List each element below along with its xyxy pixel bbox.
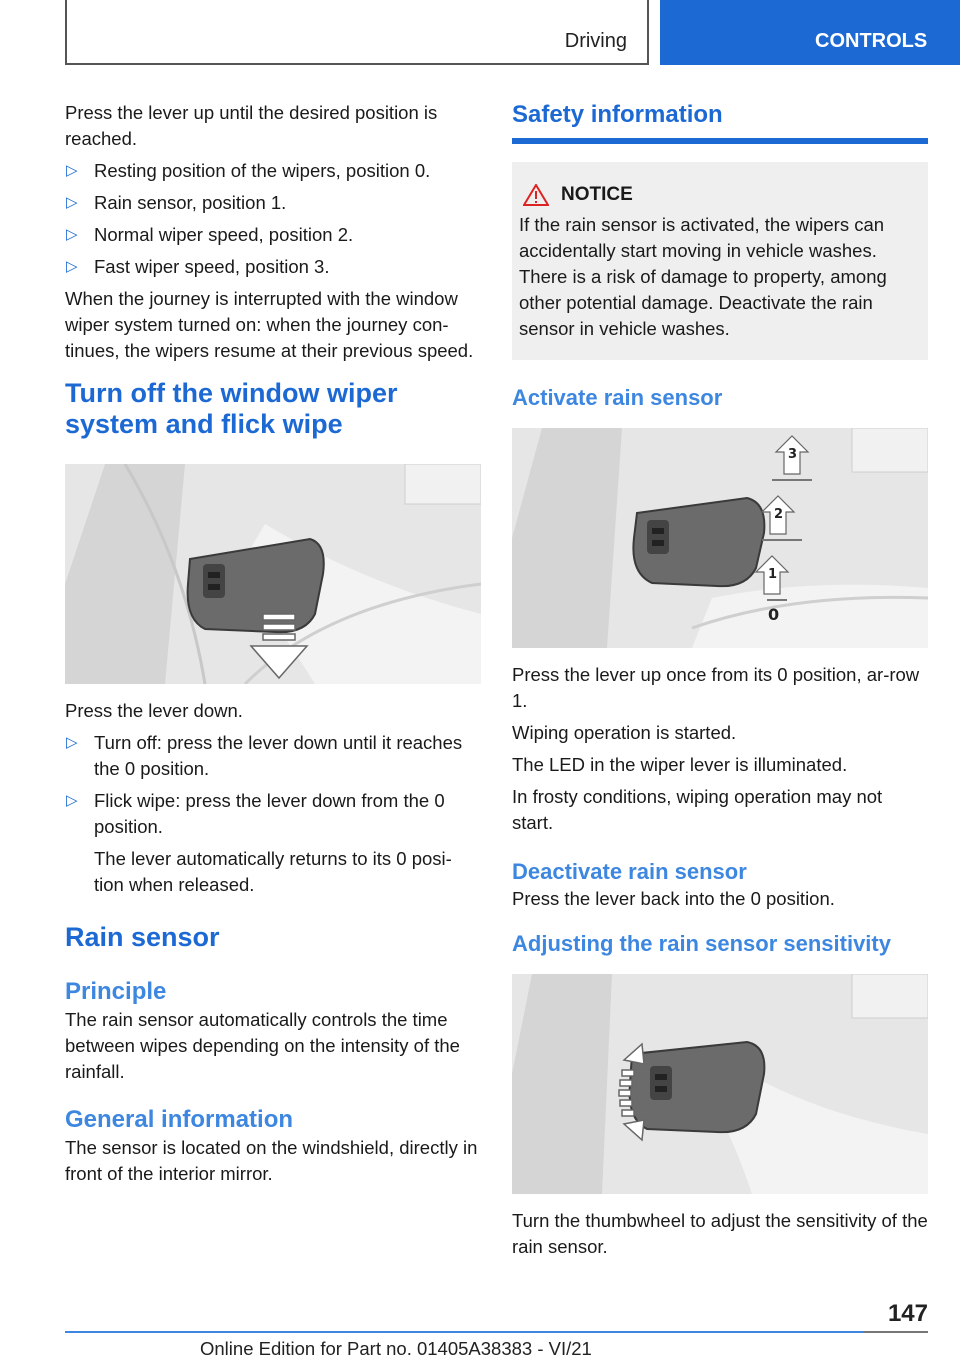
edition-text: Online Edition for Part no. 01405A38383 - VI/21 <box>200 1338 592 1359</box>
notice-text: If the rain sensor is activated, the wipers can accidentally start moving in vehicle washes. There is a risk of damage to property, among other potential damage. Deactivate the rain sensor in vehicle washes. <box>519 214 887 339</box>
deactivate-text: Press the lever back into the 0 position. <box>512 888 835 909</box>
chapter-tab <box>660 0 960 65</box>
safety-heading: Safety information <box>512 98 928 144</box>
triangle-bullet-icon: ▷ <box>66 194 78 211</box>
turn-off-illustration <box>65 464 481 684</box>
press-down-text: Press the lever down. <box>65 700 243 721</box>
page-number: 147 <box>887 1300 928 1327</box>
right-column <box>512 100 928 1266</box>
page-header <box>0 0 960 66</box>
triangle-bullet-icon: ▷ <box>66 162 78 179</box>
list-item: ▷ Flick wipe: press the lever down from the 0 position. <box>66 790 445 837</box>
journey-text: When the journey is interrupted with the window wiper system turned on: when the journey con-tinues, the wipers resume at their previous speed. <box>65 288 474 361</box>
arrow-label-3: 3 <box>788 447 798 462</box>
adjust-text: Turn the thumbwheel to adjust the sensitivity of the rain sensor. <box>512 1210 928 1257</box>
arrow-label-1: 1 <box>768 567 778 582</box>
activate-text-2: Wiping operation is started. <box>512 722 737 743</box>
activate-text-1: Press the lever up once from its 0 position, ar-row 1. <box>512 664 920 711</box>
rain-sensor-heading: Rain sensor <box>65 922 220 952</box>
footer-divider-end <box>863 1331 928 1333</box>
triangle-bullet-icon: ▷ <box>66 792 78 809</box>
notice-label: NOTICE <box>561 184 633 205</box>
section-tab <box>65 0 649 65</box>
triangle-bullet-icon: ▷ <box>66 258 78 275</box>
notice-box <box>512 162 928 360</box>
activate-text-4: In frosty conditions, wiping operation may not start. <box>512 786 883 833</box>
list-item: ▷ Resting position of the wipers, position 0. <box>65 158 481 184</box>
warning-triangle-icon <box>523 184 549 206</box>
list-item: ▷ Fast wiper speed, position 3. <box>65 254 481 280</box>
arrow-label-2: 2 <box>774 507 784 522</box>
adjust-illustration <box>512 974 928 1194</box>
principle-text: The rain sensor automatically controls the time between wipes depending on the intensity of the rainfall. <box>65 1009 460 1082</box>
activate-illustration <box>512 428 928 648</box>
general-info-text: The sensor is located on the windshield, directly in front of the interior mirror. <box>65 1137 478 1184</box>
activate-heading: Activate rain sensor <box>512 385 723 410</box>
activate-text-3: The LED in the wiper lever is illuminated. <box>512 754 848 775</box>
notice-header <box>519 184 920 206</box>
list-item: ▷ Rain sensor, position 1. <box>65 190 481 216</box>
left-column <box>65 100 481 1193</box>
triangle-bullet-icon: ▷ <box>66 226 78 243</box>
section-title: Driving <box>564 30 627 52</box>
deactivate-heading: Deactivate rain sensor <box>512 859 747 884</box>
page-footer <box>0 1290 960 1362</box>
position-label-0: 0 <box>768 605 780 624</box>
adjust-heading: Adjusting the rain sensor sensitivity <box>512 931 891 956</box>
general-info-heading: General information <box>65 1106 294 1133</box>
footer-divider <box>65 1331 863 1333</box>
triangle-bullet-icon: ▷ <box>66 734 78 751</box>
principle-heading: Principle <box>65 978 167 1005</box>
flick-note: The lever automatically returns to its 0 posi-tion when released. <box>94 848 452 895</box>
chapter-title: CONTROLS <box>815 30 928 52</box>
intro-text: Press the lever up until the desired position is reached. <box>65 102 438 149</box>
list-item: ▷ Turn off: press the lever down until it reaches the 0 position. <box>66 732 463 779</box>
list-item: ▷ Normal wiper speed, position 2. <box>65 222 481 248</box>
turn-off-heading: Turn off the window wiper system and flick wipe <box>65 378 398 439</box>
